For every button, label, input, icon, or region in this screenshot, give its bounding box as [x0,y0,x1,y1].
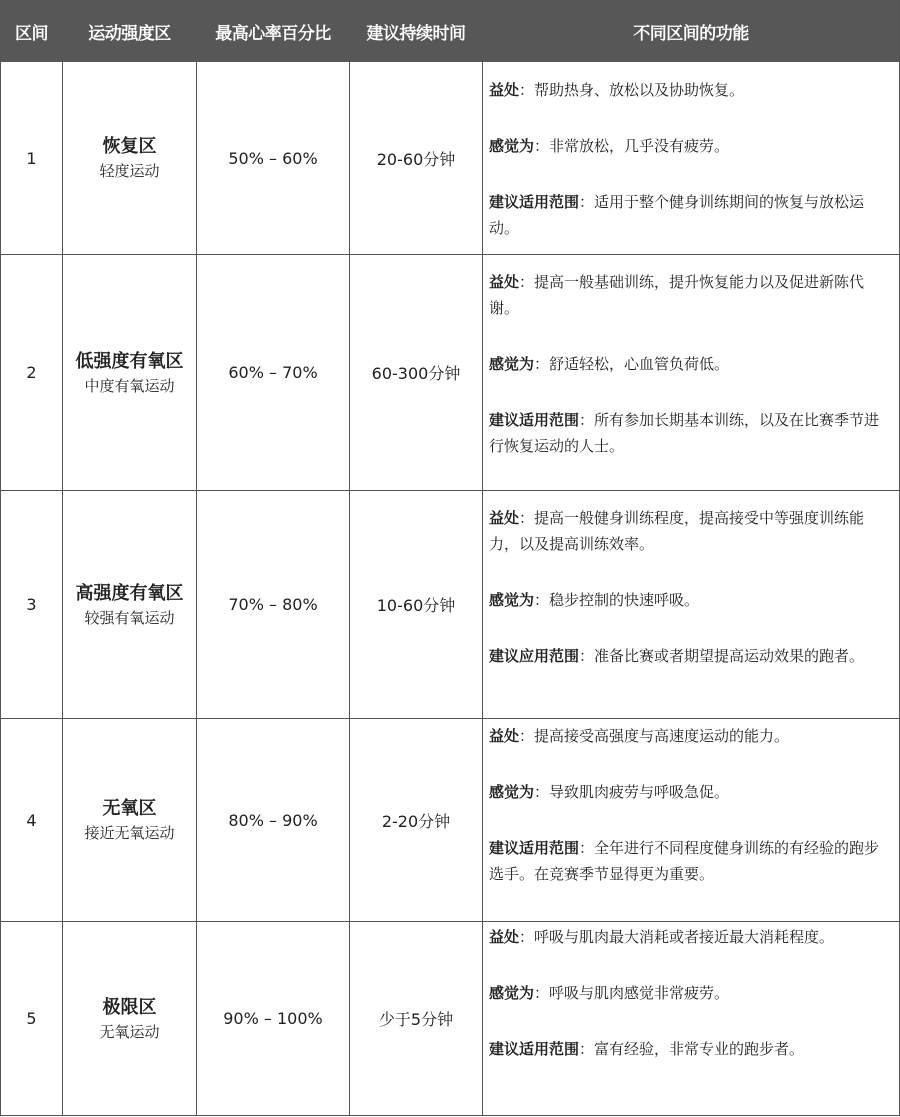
benefit-line [489,505,891,557]
header-duration: 建议持续时间 [350,1,483,62]
benefit-text: ：提高一般健身训练程度，提高接受中等强度训练能力，以及提高训练效率。 [489,509,865,553]
feel-line [489,133,891,159]
suggested-duration: 20-60分钟 [350,62,483,255]
zone-number: 1 [1,62,63,255]
header-zone: 区间 [1,1,63,62]
table-row [1,491,900,719]
benefit-text: ：提高接受高强度与高速度运动的能力。 [519,727,790,745]
zone-subtitle: 接近无氧运动 [84,824,175,842]
scope-text: ：适用于整个健身训练期间的恢复与放松运动。 [489,193,865,237]
table-row [1,255,900,491]
scope-label: 建议适用范围 [489,839,580,857]
table-header-row [1,1,900,62]
scope-text: ：准备比赛或者期望提高运动效果的跑者。 [579,647,865,665]
zone-name: 高强度有氧区 [75,582,184,604]
benefit-label: 益处 [489,273,520,291]
scope-text: ：全年进行不同程度健身训练的有经验的跑步选手。在竞赛季节显得更为重要。 [489,839,880,883]
zone-number: 5 [1,922,63,1116]
benefit-text: ：提高一般基础训练，提升恢复能力以及促进新陈代谢。 [489,273,865,317]
benefit-label: 益处 [489,509,520,527]
header-function: 不同区间的功能 [483,1,900,62]
feel-label: 感觉为 [489,591,535,609]
scope-label: 建议应用范围 [489,647,580,665]
feel-line [489,980,891,1006]
table-row [1,62,900,255]
benefit-label: 益处 [489,727,520,745]
zone-name: 低强度有氧区 [75,350,184,372]
zone-subtitle: 较强有氧运动 [84,608,175,627]
zone-number: 2 [1,255,63,491]
zone-number: 4 [1,719,63,922]
function-cell [483,255,900,491]
feel-label: 感觉为 [489,137,535,155]
max-hr-percentage: 60% – 70% [197,255,350,491]
feel-text: ：稳步控制的快速呼吸。 [534,591,700,609]
zone-subtitle: 轻度运动 [99,162,160,180]
feel-line [489,351,891,377]
benefit-text: ：帮助热身、放松以及协助恢复。 [519,81,745,99]
max-hr-percentage: 50% – 60% [197,62,350,255]
zone-subtitle: 中度有氧运动 [84,376,175,395]
function-cell [483,62,900,255]
scope-label: 建议适用范围 [489,411,580,429]
zone-name-cell [63,491,197,719]
header-intensity: 运动强度区 [63,1,197,62]
suggested-duration: 少于5分钟 [350,922,483,1116]
benefit-line [489,723,891,749]
benefit-label: 益处 [489,81,520,99]
zone-subtitle: 无氧运动 [99,1022,160,1041]
scope-line [489,407,891,459]
feel-line [489,587,891,613]
max-hr-percentage: 70% – 80% [197,491,350,719]
suggested-duration: 60-300分钟 [350,255,483,491]
zone-name-cell [63,62,197,255]
zone-name-cell [63,719,197,922]
function-cell [483,491,900,719]
scope-label: 建议适用范围 [489,193,580,211]
feel-text: ：导致肌肉疲劳与呼吸急促。 [534,783,730,801]
feel-line [489,779,891,805]
zone-number: 3 [1,491,63,719]
feel-text: ：舒适轻松，心血管负荷低。 [534,355,730,373]
zone-name-cell [63,255,197,491]
header-max-hr-pct: 最高心率百分比 [197,1,350,62]
feel-label: 感觉为 [489,355,535,373]
feel-text: ：呼吸与肌肉感觉非常疲劳。 [534,984,730,1002]
function-cell [483,922,900,1116]
scope-label: 建议适用范围 [489,1040,580,1058]
zone-name-cell [63,922,197,1116]
benefit-text: ：呼吸与肌肉最大消耗或者接近最大消耗程度。 [519,928,835,946]
feel-label: 感觉为 [489,984,535,1002]
feel-text: ：非常放松，几乎没有疲劳。 [534,137,730,155]
scope-text: ：富有经验，非常专业的跑步者。 [579,1040,805,1058]
scope-line [489,835,891,887]
scope-line [489,1036,891,1062]
benefit-line [489,924,891,950]
table-row [1,719,900,922]
benefit-label: 益处 [489,928,520,946]
benefit-line [489,77,891,103]
suggested-duration: 10-60分钟 [350,491,483,719]
feel-label: 感觉为 [489,783,535,801]
scope-line [489,643,891,669]
zone-name: 恢复区 [102,136,157,157]
scope-line [489,189,891,241]
zone-name: 无氧区 [102,798,157,819]
max-hr-percentage: 90% – 100% [197,922,350,1116]
table-row [1,922,900,1116]
max-hr-percentage: 80% – 90% [197,719,350,922]
benefit-line [489,269,891,321]
function-cell [483,719,900,922]
scope-text: ：所有参加长期基本训练，以及在比赛季节进行恢复运动的人士。 [489,411,880,455]
zone-name: 极限区 [102,996,157,1018]
suggested-duration: 2-20分钟 [350,719,483,922]
